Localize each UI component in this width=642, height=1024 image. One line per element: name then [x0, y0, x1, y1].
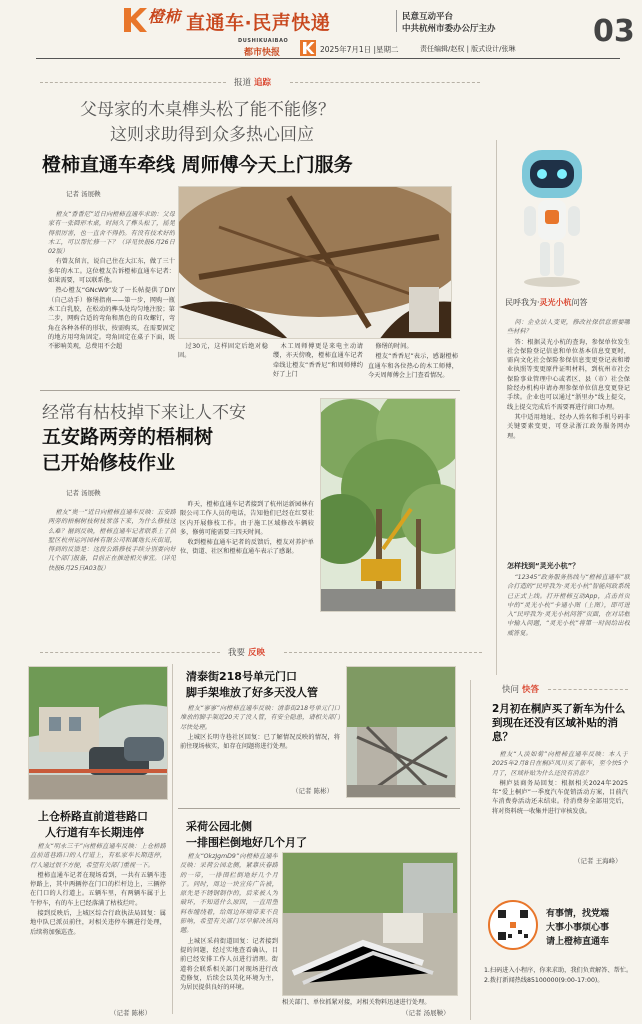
report-line-left [40, 652, 220, 653]
story1-tag-line-left [40, 82, 226, 83]
story2-p2: 昨天，橙柿直通车记者接到了杭州运新园林有限公司工作人员的电话，告知他们已经在红要社区内开展修枝工作。由于施工区域修改车辆较多，修剪可能需要三四天时间。 [180, 501, 314, 536]
story2-headline-1: 五安路两旁的梧桐树 [42, 426, 214, 448]
story1-headline: 橙柿直通车牵线 周师傅今天上门服务 [42, 154, 353, 176]
story3-p1: 橙友“人淡如菊”向橙柿直通车反映：本人于2025年2月8日在桐庐凤川买了新车，至今快5个月了，区域补贴为什么还没有消息？ [492, 751, 628, 777]
story3-tag-line [548, 689, 628, 690]
robot-caption-suffix: 问答 [571, 298, 588, 307]
story4-headline-1: 上仓桥路直前道巷路口 [38, 810, 148, 823]
story1-tag-highlight: 追踪 [254, 78, 272, 88]
story4-byline: （记者 陈彬） [110, 1009, 152, 1017]
story1-col4 [368, 342, 458, 382]
story2-byline: 记者 汤展鞅 [66, 489, 101, 497]
story6-p1: 橙友“OkzJgmD9”向橙柿直通车反映：采荷公园北侧，紧靠庆春路的一带，一排围栏倒地好几个月了。同时，周边一块宣传广告被，原先是不锈钢制作的，后来被人为破坏，不知道什么原因，一直用塑料布缠绕着，给周边环境带来不良影响，希望有关部门尽早解决该问题。 [180, 853, 278, 935]
story1-col1 [48, 210, 175, 380]
ad-line-3: 请上橙柿直通车 [546, 937, 610, 947]
story1-p4: 过30元，这样固定后绝对稳固。 [178, 343, 268, 360]
story1-p6: 修缮的时间。 [375, 343, 413, 350]
story3-body [492, 750, 628, 854]
story2-photo-trees [320, 398, 456, 612]
sidebar-how-body: “12345”政务服务热线与“橙柿直通车”联合打造的“民呼我为·灵光小杭”智能问政系统已正式上线。打开橙柿互动App，点击首页中的“灵光小杭”卡通小图（上图），即可进入“民呼我为·灵光小杭问答”页面，在对话框中输入问题，“灵光小杭”将第一时间给出权威答复。 [507, 574, 630, 637]
story3-headline: 2月初在桐庐买了新车为什么到现在还没有区域补贴的消息？ [492, 703, 626, 743]
story3-tag [502, 683, 539, 695]
masthead-logo-k [120, 6, 148, 34]
sidebar-robot [512, 140, 592, 290]
story6-byline: （记者 汤展鞅） [402, 1009, 450, 1017]
sidebar-answer-2: 其中适用地址、经办人姓名和手机号码非关键要素变更，可登录浙江政务服务网办理。 [507, 413, 630, 440]
story2-col2 [180, 500, 314, 618]
masthead-subtitle-2: 中共杭州市委办公厅主办 [402, 24, 496, 34]
sidebar-robot-caption [505, 297, 588, 308]
report-tag-highlight: 反映 [248, 648, 266, 658]
story3-tag-prefix: 快问 [502, 685, 520, 695]
masthead-logo-text: 橙柿 [148, 7, 181, 26]
masthead-date: 2025年7月1日 |星期二 [320, 45, 399, 54]
ad-note-1: 1.扫码进入小程序，你来求助，我们负责解答、帮忙。 [484, 967, 633, 974]
story3-p2: 桐庐县商务局回复：根据相关2024年2025年“爱上桐庐”一季度汽车促销活动方案，目前汽车消费券活动还未结束。待消费券全部用完后，将对资料统一收集并进行审核发放。 [492, 779, 628, 815]
story3-byline: （记者 王海峰） [574, 857, 622, 865]
masthead-paper: 都市快报 [244, 48, 281, 58]
ad-notes [484, 966, 634, 1016]
story1-tag-prefix: 报道 [234, 78, 252, 88]
sidebar-divider [496, 140, 497, 675]
story2-headline-2: 已开始修枝作业 [42, 452, 176, 474]
ad-line-2: 大事小事烦心事 [546, 923, 610, 933]
story5-headline-2: 脚手架堆放了好多天没人管 [186, 686, 318, 699]
masthead-page-no: 03 [593, 14, 635, 49]
story1-p3: 热心橙友“GNcW9”发了一长帖提供了DIY（自己动手）修缮指南——第一步，网购一瓶木工白乳胶，在松动的榫头处均匀地注胶；第二步，网购合适的弯角和黑色的自攻螺钉，弯角在各种各样的形状，按需购买，在需要固定的地方用弯角固定。弯角固定在桌子下面，既不影响美观，总费用不会超 [48, 287, 175, 351]
story1-photo-table [178, 186, 452, 339]
story1-p5: 木工周师傅更是来电主动请缨，亦天傍晚，橙柿直通车记者牵线让橙友“香香尼”和周师傅约好了上门 [273, 343, 363, 378]
story5-headline-1: 清泰街218号单元门口 [186, 670, 297, 683]
sidebar-how [507, 573, 630, 673]
story6-p3: 相关部门、单位抓紧对接，对相关物料迅速进行处理。 [282, 999, 431, 1006]
masthead-editors: 责任编辑/赵权 | 版式设计/张琳 [420, 45, 516, 53]
story5-bottom-rule [178, 808, 460, 809]
robot-caption-highlight: 灵光小杭 [539, 298, 572, 307]
col-divider-2 [470, 680, 471, 1020]
masthead-rule [36, 58, 620, 59]
masthead [0, 0, 642, 68]
sidebar-qa [507, 318, 630, 560]
masthead-pinyin: DUSHIKUAIBAO [238, 38, 289, 44]
report-tag [228, 646, 265, 658]
story6-photo-fence [282, 852, 458, 996]
story5-photo-scaffold [346, 666, 456, 798]
masthead-divider [396, 10, 397, 32]
story4-headline-2: 人行道有车长期违停 [45, 826, 144, 839]
sidebar-question: 问：企业法人变更，修改社保信息需要哪些材料？ [507, 319, 630, 336]
masthead-k-badge [300, 40, 316, 56]
ad-note-2: 2.拨打新闻热线85100000(9:00-17:00)。 [484, 977, 604, 985]
col-divider-1 [172, 664, 173, 1014]
story3-tag-highlight: 快答 [522, 685, 540, 695]
story1-col3 [273, 342, 363, 382]
story1-kicker-1: 父母家的木桌榫头松了能不能修？ [80, 100, 335, 120]
story6-body [180, 852, 278, 1010]
sidebar-answer-1: 答：根据灵光小杭的查询，参保单位发生社会保险登记信息和单位基本信息变更时，需向文化社会保险参保信息变更登记表和增业执照等变更原件证明材料，到杭州市社会保险事业管理中心或者区、县（市）社会保险经办机构申请办理参保单位信息变更登记手续。企业也可以通过“浙里办”线上提交，线上提交完成后不需要再进行窗口办理。 [507, 338, 630, 411]
ad-line-1: 有事情，找党端 [546, 909, 610, 919]
story1-bottom-rule [40, 390, 460, 391]
story6-p2: 上城区采荷街道回复：记者接到提的问题，经过实地查看确认，目前已经安排工作人员进行清理。街道将会联系相关部门对现场进行改造修复，后续会以美化环境为主，为居民提供良好的环境。 [180, 937, 278, 992]
story1-p2: 有曾友留言，说自己住在大江东，做了三十多年的木工。这位橙友告诉橙柿直通车记者：如果需要，可以联系他。 [48, 258, 175, 285]
story1-p7: 橙友“香香尼”表示，感谢橙柿直通车和各位热心的木工师傅，今天周师傅会上门查看情况。 [368, 353, 458, 379]
story1-tag-line-right [290, 82, 480, 83]
story5-byline: （记者 陈彬） [292, 787, 334, 795]
story1-tag [234, 76, 271, 88]
story1-kicker-2: 这则求助得到众多热心回应 [110, 125, 314, 145]
story4-photo-cars [28, 666, 168, 800]
story1-col2 [178, 342, 268, 382]
story5-p2: 上城区长明寺巷社区回复：已了解情况反映的情况，将前往现场核实，如存在问题将进行处理。 [180, 733, 340, 751]
report-tag-prefix: 我要 [228, 648, 246, 658]
story2-kicker: 经常有枯枝掉下来让人不安 [42, 403, 246, 423]
report-line-right [284, 652, 482, 653]
story4-p1: 橙友“明永三千”向橙柿直通车反映：上仓桥路直前道巷路口的人行道上，有私家车长期违停，行人通过很不方便，希望有关部门重视一下。 [30, 843, 166, 869]
story4-p2: 橙柿直通车记者在现场看到，一共有五辆车违停路上，其中两辆停在门口的栏杆边上，三辆停在门口的人行道上。五辆车里，有两辆车属于上午停车，有的车上已经落满了枯枝烂叶。 [30, 871, 166, 907]
story4-body [30, 842, 166, 1008]
story4-p3: 接到反映后，上城区综合行政执法局回复：属地中队已派员前往，对相关违停车辆进行处理，后续将加强巡查。 [30, 910, 166, 936]
robot-caption-prefix: 民呼我为· [505, 298, 540, 307]
story2-col1 [48, 508, 176, 618]
masthead-title: 直通车·民声快递 [186, 12, 331, 34]
masthead-subtitle-1: 民意互动平台 [402, 12, 454, 22]
story6-headline-2: 一排围栏倒地好几个月了 [186, 836, 307, 849]
story1-p1: 橙友“香香尼”近日向橙柿直通车求助：父母家有一张圆形木桌，时间久了榫头松了，摇晃得很厉害，也一直舍不得扔。有没有技术好的木工，可以帮忙修一下？（详见快报6月26日02版） [48, 211, 175, 256]
qr-badge[interactable] [488, 900, 538, 950]
story2-p1: 橙友“奥一”近日向橙柿直通车反映：五安路两旁的梧桐树枝树枝常落下来，为什么修枝这么难？据到反映，橙柿直通车记者联系上了拱墅区杭州运河园林有限公司和属地长庆街道，得到的反馈是：这段公路修枝手续分别要向好几个部门报备，目前正在推进相关事宜。（详见快报6月25日A03版） [48, 509, 176, 572]
story6-headline-1: 采荷公园北侧 [186, 820, 252, 833]
story1-byline: 记者 汤展鞅 [66, 190, 101, 198]
story2-p3: 收到橙柿直通车记者的反馈后，橙友对养护单位、街道、社区和橙柿直通车表示了感谢。 [180, 539, 314, 556]
story5-p1: 橙友“寥寥”向橙柿直通车反映：清泰街218号单元门口堆放的脚手架近20天了没人管，有安全隐患，请相关部门尽快处理。 [180, 705, 340, 731]
sidebar-how-title: 怎样找到“灵光小杭”？ [507, 562, 580, 570]
